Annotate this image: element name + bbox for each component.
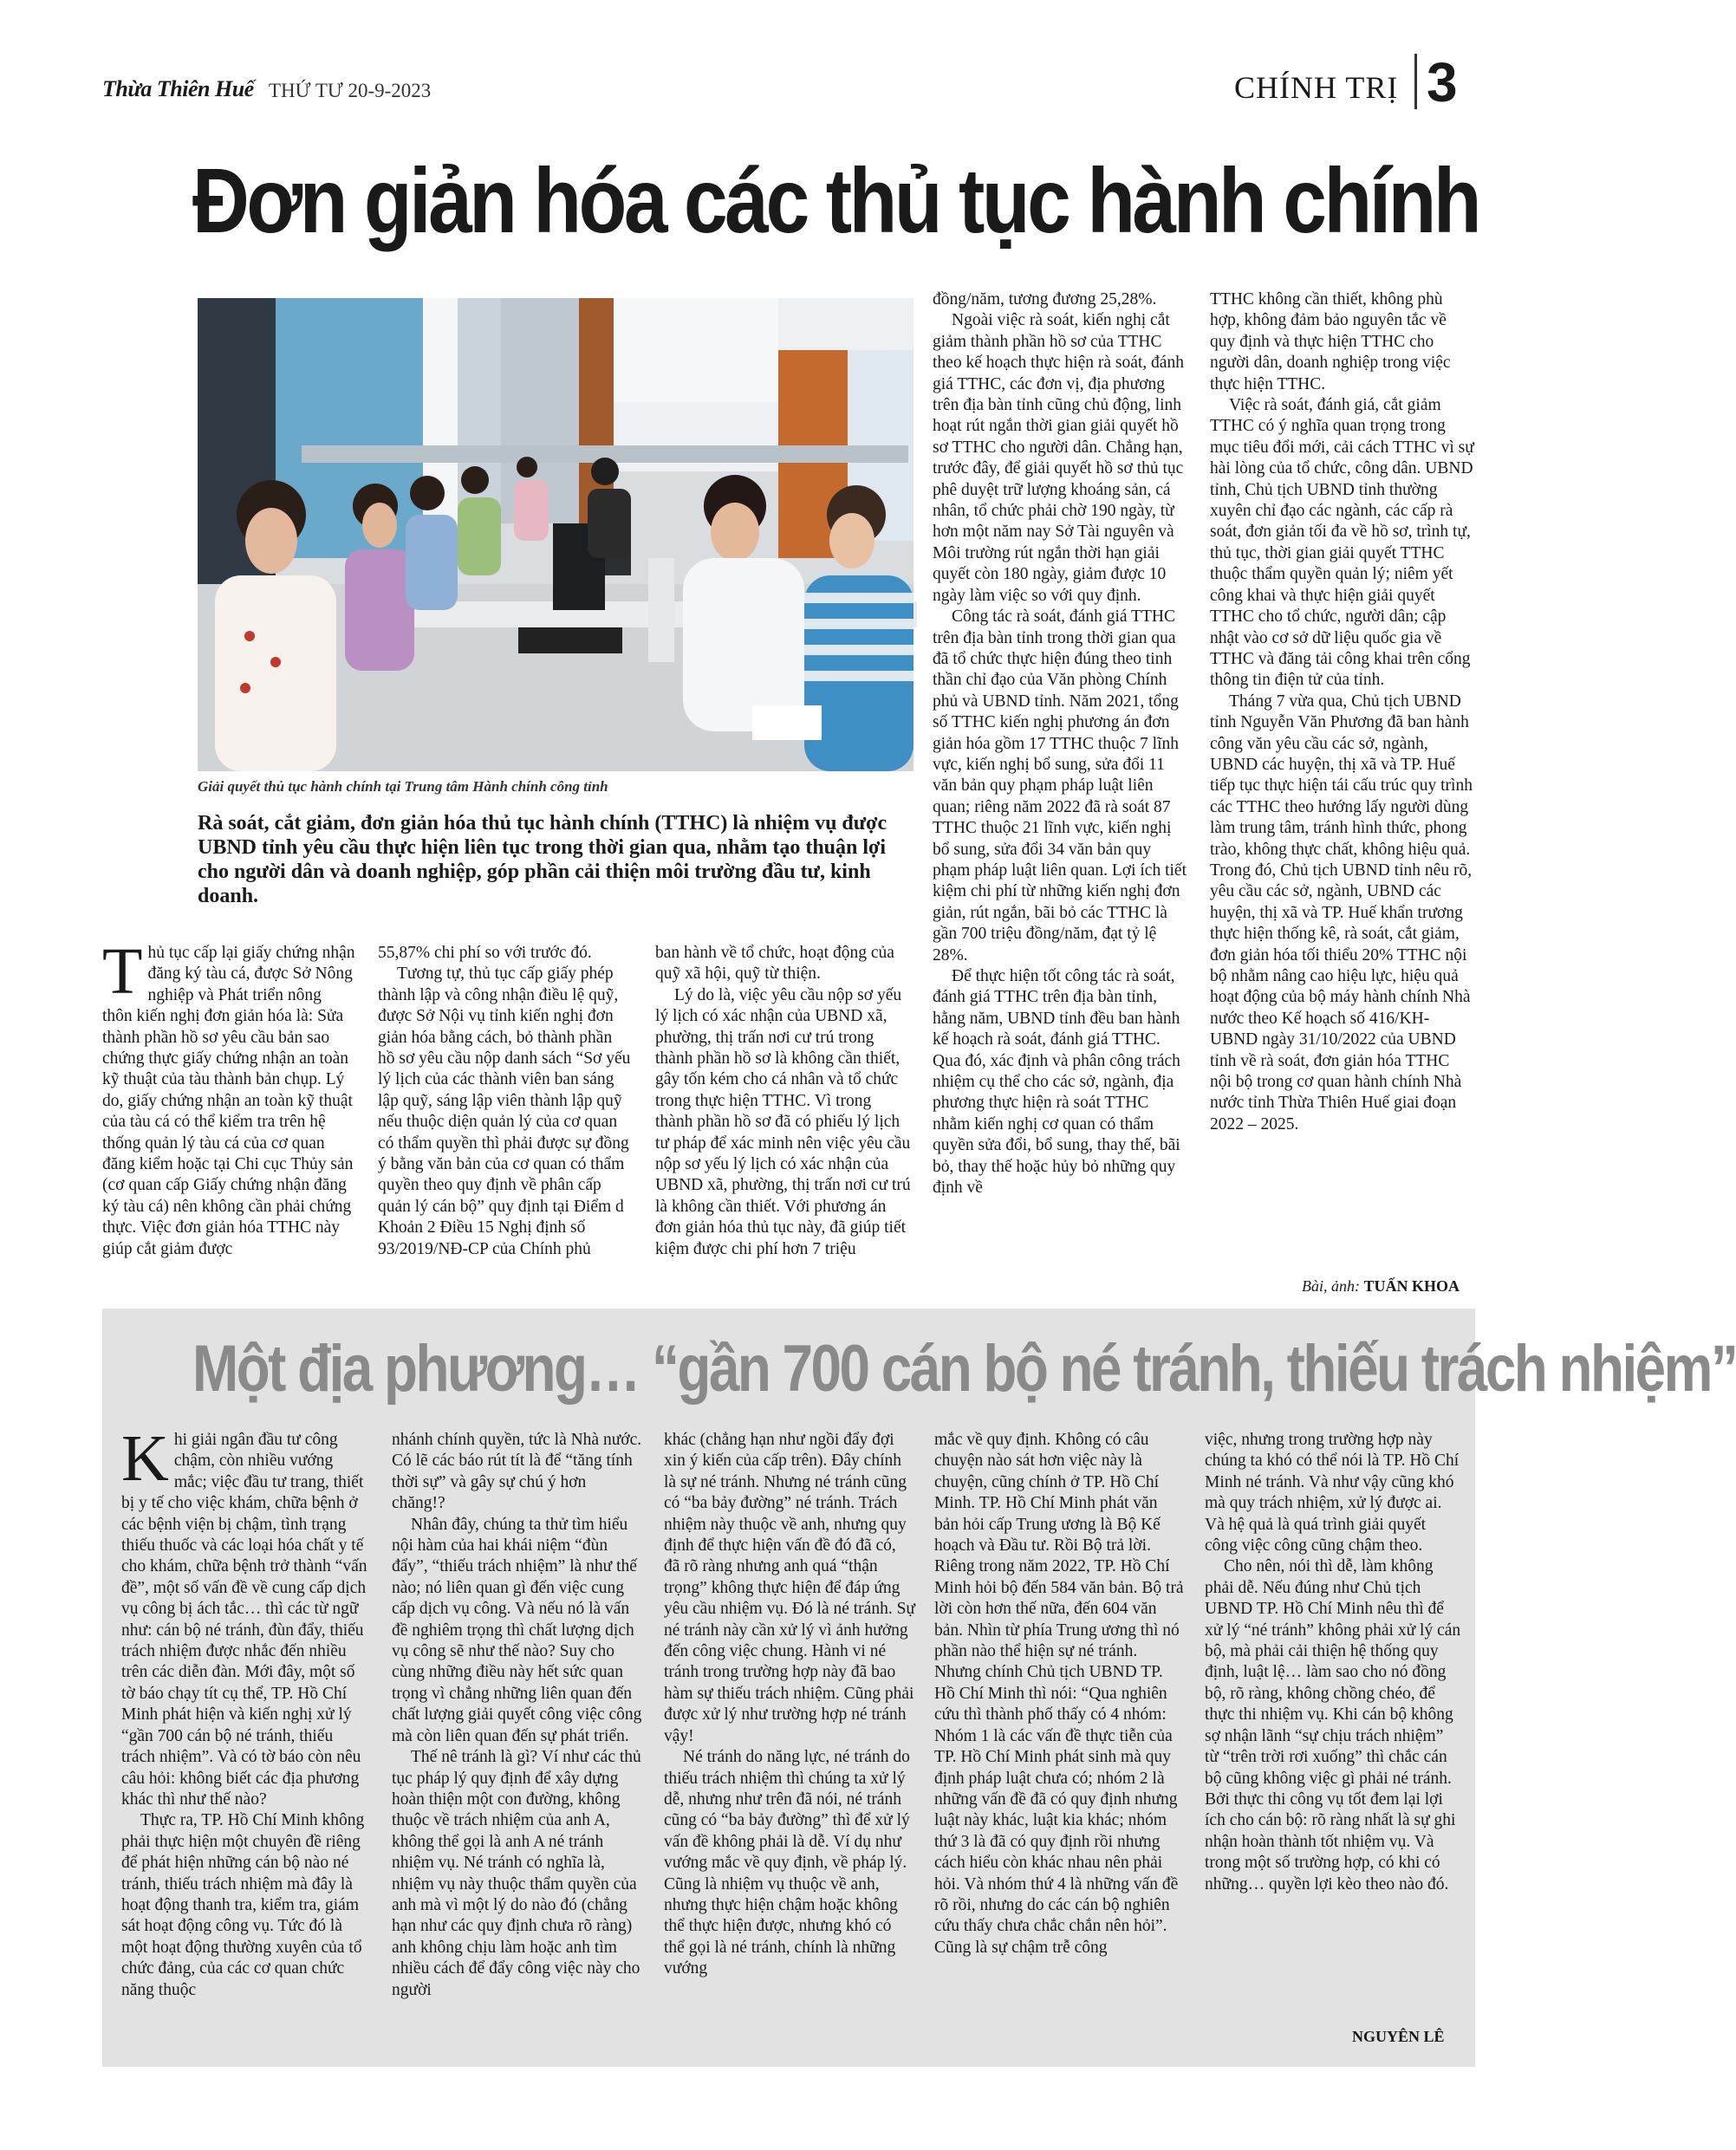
body-paragraph: mắc về quy định. Không có câu chuyện nào sát hơn việc này là chuyện, cũng chính ở TP. Hồ Chí Minh. TP. Hồ Chí Minh phát văn bản hỏi cấp Trung ương là Bộ Kế hoạch và Đầu tư. Rồi Bộ trả lời. Riêng trong năm 2022, TP. Hồ Chí Minh hỏi bộ đến 584 văn bản. Bộ trả lời còn hơn thế nữa, đến 604 văn bản. Nhìn từ phía Trung ương thì nó phần nào thể hiện sự né tránh. Nhưng chính Chủ tịch UBND TP. Hồ Chí Minh thì nói: “Qua nghiên cứu thì thành phố thấy có 4 nhóm: Nhóm 1 là các vấn đề thực tiễn của TP. Hồ Chí Minh phát sinh mà quy định pháp luật chưa có; nhóm 2 là những vấn đề đã có quy định nhưng luật này khác, luật kia khác; nhóm thứ 3 là đã có quy định rồi nhưng cách hiểu còn khác nhau nên phải hỏi. Và nhóm thứ 4 là những vấn đề rõ rồi, nhưng do các cán bộ nghiên cứu thấy chưa chắc chắn nên hỏi”. Cũng là sự chậm trễ công — [934, 1431, 1184, 1957]
body-paragraph: Để thực hiện tốt công tác rà soát, đánh giá TTHC trên địa bàn tỉnh, hằng năm, UBND tỉnh đều ban hành kế hoạch rà soát, đánh giá TTHC. Qua đó, xác định và phân công trách nhiệm cụ thể cho các sở, ngành, địa phương thực hiện rà soát TTHC nhằm kiến nghị cơ quan có thẩm quyền sửa đổi, bổ sung, thay thế, bãi bỏ, thay thế hoặc hủy bỏ những quy định về — [933, 967, 1180, 1198]
body-paragraph: hi giải ngân đầu tư công chậm, còn nhiều vướng mắc; việc đầu tư trang, thiết bị y tế cho việc khám, chữa bệnh ở các bệnh viện bị chậm, tình trạng thiếu thuốc và các loại hóa chất y tế cho khám, chữa bệnh trở thành “vấn đề”, một số vấn đề về cung cấp dịch vụ công bị ách tắc… thì các từ ngữ như: cán bộ né tránh, đùn đẩy, thiếu trách nhiệm được nhắc đến nhiều trên các diễn đàn. Mới đây, một số tờ báo chạy tít cụ thể, TP. Hồ Chí Minh phát hiện và kiến nghị xử lý “gần 700 cán bộ né tránh, thiếu trách nhiệm”. Và có tờ báo còn nêu câu hỏi: không biết các địa phương khác thì như thế nào? — [121, 1431, 367, 1809]
drop-cap: T — [102, 935, 143, 1008]
article-photo — [198, 298, 914, 771]
article2-byline: NGUYÊN LÊ — [1352, 2028, 1445, 2045]
article2-column-4 — [934, 1430, 1186, 1958]
body-paragraph: Né tránh do năng lực, né tránh do thiếu trách nhiệm thì chúng ta xử lý dễ, nhưng như trên đã nói, né tránh cũng có “ba bảy đường” thì để xử lý vấn đề không phải là dễ. Ví dụ như vướng mắc về quy định, về pháp lý. Cũng là nhiệm vụ thuộc về anh, nhưng thực hiện chậm hoặc không thể thực hiện được, nhưng khó có thể gọi là né tránh, chính là những vướng — [664, 1748, 910, 1978]
article1-byline — [1302, 1277, 1460, 1296]
body-paragraph: đồng/năm, tương đương 25,28%. — [933, 290, 1157, 309]
body-paragraph: Thế nê tránh là gì? Ví như các thủ tục pháp lý quy định để xây dựng hoàn thiện một con đường, không thuộc về trách nhiệm của anh A, không thể gọi là anh A né tránh nhiệm vụ. Né tránh có nghĩa là, nhiệm vụ này thuộc thẩm quyền của anh mà vì một lý do nào đó (chẳng hạn như các quy định chưa rõ ràng) anh không chịu làm hoặc anh tìm nhiều cách để đẩy công việc này cho người — [392, 1748, 641, 1999]
commentary-title: Một địa phương… “gần 700 cán bộ né tránh, thiếu trách nhiệm” — [192, 1332, 1736, 1406]
body-paragraph: 55,87% chi phí so với trước đó. — [378, 944, 592, 962]
header-divider — [1414, 54, 1417, 109]
body-paragraph: khác (chẳng hạn như ngồi đẩy đợi xin ý kiến của cấp trên). Đây chính là sự né tránh. Nhưng né tránh cũng có “ba bảy đường” né tránh. Trách nhiệm này thuộc về anh, nhưng quy định để thực hiện vấn đề đó đã có, đã rõ ràng nhưng anh quá “thận trọng” không thực hiện để đáp ứng yêu cầu nhiệm vụ. Đó là né tránh. Sự né tránh này cần xử lý vì ảnh hưởng đến công việc chung. Hành vi né tránh trong trường hợp này đã bao hàm sự thiếu trách nhiệm. Cũng phải được xử lý như trường hợp né tránh vậy! — [664, 1431, 915, 1745]
body-paragraph: nhánh chính quyền, tức là Nhà nước. Có lẽ các báo rút tít là để “tăng tính thời sự” và gây sự chú ý hơn chăng!? — [392, 1431, 642, 1513]
body-paragraph: hủ tục cấp lại giấy chứng nhận đăng ký tàu cá, được Sở Nông nghiệp và Phát triển nông thôn kiến nghị đơn giản hóa là: Sửa thành phần hồ sơ yêu cầu bản sao chứng thực giấy chứng nhận an toàn kỹ thuật của tàu thành bản chụp. Lý do, giấy chứng nhận an toàn kỹ thuật của tàu cá có thể kiểm tra trên hệ thống quản lý tàu cá của cơ quan đăng kiểm hoặc tại Chi cục Thủy sản (cơ quan cấp Giấy chứng nhận đăng ký tàu cá) nên không cần phải chứng thực. Việc đơn giản hóa TTHC này giúp cắt giảm được — [102, 944, 355, 1258]
drop-cap: K — [121, 1422, 169, 1495]
body-paragraph: Cho nên, nói thì dễ, làm không phải dễ. Nếu đúng như Chủ tịch UBND TP. Hồ Chí Minh nêu thì để xử lý “né tránh” không phải xử lý cán bộ, mà phải cải thiện hệ thống quy định, luật lệ… làm sao cho nó đồng bộ, rõ ràng, không chồng chéo, để thực thi nhiệm vụ. Khi cán bộ không sợ nhận lãnh “sự chịu trách nhiệm” từ “trên trời rơi xuống” thì chắc cán bộ cũng không việc gì phải né tránh. Bởi thực thi công vụ tốt đem lại lợi ích cho cán bộ: rõ ràng nhất là sự ghi nhận hoàn thành tốt nhiệm vụ. Và trong một số trường hợp, có khi có những… quyền lợi kèo theo nào đó. — [1205, 1557, 1461, 1893]
article1-column-5 — [1210, 289, 1475, 1135]
article-title: Đơn giản hóa các thủ tục hành chính — [192, 150, 1479, 252]
article2-column-3 — [664, 1430, 915, 1980]
body-paragraph: Tháng 7 vừa qua, Chủ tịch UBND tỉnh Nguyễn Văn Phương đã ban hành công văn yêu cầu các sở, ngành, UBND các huyện, thị xã và TP. Huế tiếp tục thực hiện tái cấu trúc quy trình các TTHC theo hướng lấy người dùng làm trung tâm, tránh hình thức, phong trào, không thực chất, không hiệu quả. Trong đó, Chủ tịch UBND tỉnh nêu rõ, yêu cầu các sở, ngành, UBND các huyện, thị xã và TP. Huế khẩn trương thực hiện thống kê, rà soát, cắt giảm, đơn giản hóa tối thiểu 20% TTHC nội bộ nhằm nâng cao hiệu lực, hiệu quả hoạt động của bộ máy hành chính Nhà nước theo Kế hoạch số 416/KH-UBND ngày 31/10/2022 của UBND tỉnh về rà soát, đơn giản hóa TTHC nội bộ trong cơ quan hành chính Nhà nước tỉnh Thừa Thiên Huế giai đoạn 2022 – 2025. — [1210, 692, 1473, 1133]
byline-label: Bài, ảnh: — [1302, 1277, 1360, 1295]
page-number: 3 — [1427, 51, 1458, 114]
body-paragraph: Nhân đây, chúng ta thử tìm hiểu nội hàm của hai khái niệm “đùn đẩy”, “thiếu trách nhiệm” là như thế nào; nó liên quan gì đến việc cung cấp dịch vụ công. Và nếu nó là vấn đề nghiêm trọng thì chất lượng dịch vụ công sẽ như thế nào? Suy cho cùng những điều này hết sức quan trọng vì chẳng những liên quan đến chất lượng giải quyết công việc công mà còn liên quan đến sự phát triển. — [392, 1515, 642, 1745]
body-paragraph: Lý do là, việc yêu cầu nộp sơ yếu lý lịch có xác nhận của UBND xã, phường, thị trấn nơi cư trú trong thành phần hồ sơ là không cần thiết, gây tốn kém cho cá nhân và tổ chức trong thực hiện TTHC. Vì trong thành phần hồ sơ đã có phiếu lý lịch tư pháp để xác minh nên việc yêu cầu nộp sơ yếu lý lịch có xác nhận của UBND xã, phường, thị trấn nơi cư trú là không cần thiết. Với phương án đơn giản hóa thủ tục này, đã giúp tiết kiệm được chi phí hơn 7 triệu — [655, 985, 911, 1258]
body-paragraph: ban hành về tổ chức, hoạt động của quỹ xã hội, quỹ từ thiện. — [655, 944, 894, 984]
body-paragraph: việc, nhưng trong trường hợp này chúng ta khó có thể nói là TP. Hồ Chí Minh né tránh. Và như vậy cũng khó mà quy trách nhiệm, xử lý được ai. Và hệ quả là quá trình giải quyết công việc công cũng chậm theo. — [1205, 1431, 1460, 1556]
newspaper-name: Thừa Thiên Huế — [102, 76, 254, 101]
article2-column-5 — [1205, 1430, 1461, 1895]
article2-column-1 — [121, 1422, 369, 2001]
section-name: CHÍNH TRỊ — [1234, 70, 1399, 105]
article1-column-2 — [378, 943, 631, 1260]
body-paragraph: Thực ra, TP. Hồ Chí Minh không phải thực hiện một chuyên đề riêng để phát hiện những cán bộ nào né tránh, thiếu trách nhiệm mà đây là hoạt động thanh tra, kiểm tra, giám sát hoạt động công vụ. Tức đó là một hoạt động thường xuyên của tổ chức đảng, của các cơ quan chức năng thuộc — [121, 1811, 365, 1999]
issue-date: THỨ TƯ 20-9-2023 — [269, 80, 432, 101]
body-paragraph: Việc rà soát, đánh giá, cắt giảm TTHC có ý nghĩa quan trọng trong mục tiêu đổi mới, cải cách TTHC vì sự hài lòng của tổ chức, công dân. UBND tỉnh, Chủ tịch UBND tỉnh thường xuyên chỉ đạo các ngành, các cấp rà soát, đơn giản tối đa về hồ sơ, trình tự, thủ tục, thời gian giải quyết TTHC thuộc thẩm quyền quản lý; niêm yết công khai và thực hiện giải quyết TTHC cho tổ chức, người dân; cập nhật vào cơ sở dữ liệu quốc gia về TTHC và đăng tải công khai trên cổng thông tin điện tử của tỉnh. — [1210, 396, 1474, 690]
article1-column-4 — [933, 289, 1189, 1198]
body-paragraph: Ngoài việc rà soát, kiến nghị cắt giảm thành phần hồ sơ của TTHC theo kế hoạch thực hiện rà soát, đánh giá TTHC, các đơn vị, địa phương trên địa bàn tỉnh cũng chủ động, linh hoạt rút ngắn thời gian giải quyết hồ sơ TTHC cho người dân. Chẳng hạn, trước đây, để giải quyết hồ sơ thủ tục phê duyệt trữ lượng khoáng sản, cá nhân, tổ chức phải chờ 190 ngày, từ hơn một năm nay Sở Tài nguyên và Môi trường rút ngắn thời hạn giải quyết còn 180 ngày, giảm được 10 ngày làm việc so với quy định. — [933, 311, 1184, 605]
article-sapo: Rà soát, cắt giảm, đơn giản hóa thủ tục hành chính (TTHC) là nhiệm vụ được UBND tỉnh yêu cầu thực hiện liên tục trong thời gian qua, nhằm tạo thuận lợi cho người dân và doanh nghiệp, góp phần cải thiện môi trường đầu tư, kinh doanh. — [198, 812, 888, 907]
article2-column-2 — [392, 1430, 643, 2001]
byline-author: TUẤN KHOA — [1363, 1277, 1460, 1295]
body-paragraph: Tương tự, thủ tục cấp giấy phép thành lập và công nhận điều lệ quỹ, được Sở Nội vụ tỉnh kiến nghị đơn giản hóa bằng cách, bỏ thành phần hồ sơ yêu cầu nộp danh sách “Sơ yếu lý lịch của các thành viên ban sáng lập quỹ, sáng lập viên thành lập quỹ nếu thuộc diện quản lý của cơ quan có thẩm quyền thì phải được sự đồng ý bằng văn bản của cơ quan có thẩm quyền theo quy định về phân cấp quản lý cán bộ” quy định tại Điểm d Khoản 2 Điều 15 Nghị định số 93/2019/NĐ-CP của Chính phủ — [378, 965, 631, 1258]
photo-caption: Giải quyết thủ tục hành chính tại Trung tâm Hành chính công tỉnh — [198, 778, 608, 795]
article1-column-3 — [655, 943, 912, 1260]
body-paragraph: Công tác rà soát, đánh giá TTHC trên địa bàn tỉnh trong thời gian qua đã tổ chức thực hiện đúng theo tinh thần chỉ đạo của Văn phòng Chính phủ và UBND tỉnh. Năm 2021, tổng số TTHC kiến nghị phương án đơn giản hóa gồm 17 TTHC thuộc 7 lĩnh vực, kiến nghị bổ sung, sửa đổi 11 văn bản quy phạm pháp luật liên quan; riêng năm 2022 đã rà soát 87 TTHC thuộc 21 lĩnh vực, kiến nghị bổ sung, sửa đổi 34 văn bản quy phạm pháp luật liên quan. Lợi ích tiết kiệm chi phí từ những kiến nghị đơn giản, rút ngắn, bãi bỏ các TTHC là gần 700 triệu đồng/năm, đạt tỷ lệ 28%. — [933, 607, 1187, 965]
article1-column-1 — [102, 935, 355, 1260]
body-paragraph: TTHC không cần thiết, không phù hợp, không đảm bảo nguyên tắc về quy định và thực hiện TTHC cho người dân, doanh nghiệp trong việc thực hiện TTHC. — [1210, 290, 1451, 393]
